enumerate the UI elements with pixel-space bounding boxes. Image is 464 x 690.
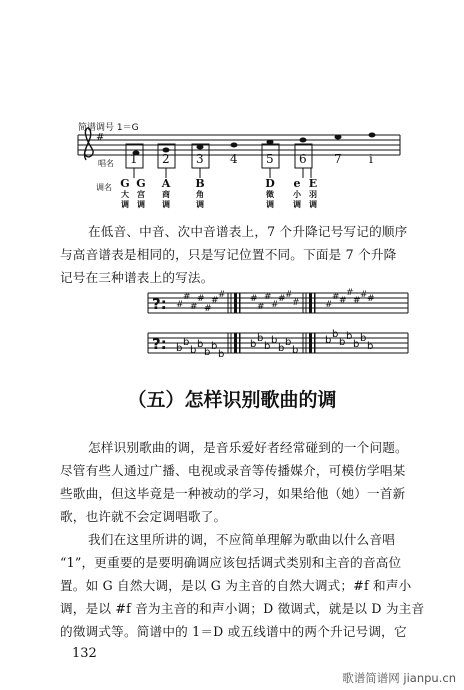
degree-4: 4: [230, 152, 238, 166]
key-name-a-shang: A 商 调: [161, 177, 171, 209]
key-name-e-minor: e 小 调: [293, 177, 301, 209]
svg-text:b: b: [360, 333, 367, 344]
paragraph-3-line-3: 置。如 G 自然大调，是以 G 为主音的自然大调式；#f 和声小: [60, 578, 412, 593]
paragraph-1-line-2: 与高音谱表是相同的，只是写记位置不同。下面是 7 个升降: [60, 247, 397, 262]
paragraph-3-line-5: 的徵调式等。简谱中的 1＝D 或五线谱中的两个升记号调，它: [60, 624, 407, 639]
paragraph-3-line-2: “1”，更重要的是要明确调应该包括调式类别和主音的音高位: [60, 555, 402, 570]
paragraph-1: [88, 220, 448, 243]
svg-text:b: b: [218, 349, 225, 360]
svg-text:b: b: [325, 335, 332, 346]
degree-1: 1: [130, 152, 138, 166]
svg-text:b: b: [278, 343, 285, 354]
key-name-b-jue: B 角 调: [195, 177, 205, 209]
paragraph-2-line-2: 尽管有些人通过广播、电视或录音等传播媒介，可模仿学唱某: [60, 463, 406, 478]
svg-text:#: #: [292, 298, 300, 308]
svg-text:#: #: [278, 294, 286, 304]
degree-8: i: [369, 152, 373, 166]
svg-text:#: #: [218, 290, 226, 300]
svg-text:#: #: [264, 292, 272, 302]
svg-text:#: #: [211, 296, 219, 306]
svg-text:b: b: [271, 335, 278, 346]
svg-text:#: #: [346, 288, 354, 298]
svg-text:b: b: [190, 345, 197, 356]
degree-5: 5: [266, 152, 274, 166]
svg-text:#: #: [197, 294, 205, 304]
paragraph-2-first: [88, 436, 448, 459]
svg-text:b: b: [264, 341, 271, 352]
svg-text:b: b: [292, 345, 299, 356]
svg-text:b: b: [197, 339, 204, 350]
svg-text:#: #: [190, 302, 198, 312]
svg-text:#: #: [339, 296, 347, 306]
key-name-row-label: 调名: [96, 183, 112, 192]
key-name-d-zhi: D 徵 调: [265, 177, 275, 209]
paragraph-2-line-1: 怎样识别歌曲的调，是音乐爱好者经常碰到的一个问题。: [88, 440, 408, 455]
key-name-e-yu: E 羽 调: [308, 177, 318, 209]
paragraph-3-first: [88, 528, 448, 551]
key-signature-label: 简谱调号 1＝G: [78, 123, 139, 133]
paragraph-3: [60, 551, 425, 643]
svg-text:b: b: [346, 331, 353, 342]
paragraph-2: [60, 459, 420, 528]
watermark: 歌谱简谱网 jianpu.cn: [342, 671, 456, 685]
svg-text:b: b: [353, 339, 360, 350]
svg-text:#: #: [360, 290, 368, 300]
degree-2: 2: [162, 152, 170, 166]
key-signatures-figure: [0, 285, 464, 380]
scale-staff-figure: [0, 0, 464, 230]
svg-text:#: #: [176, 300, 184, 310]
svg-text:b: b: [176, 343, 183, 354]
svg-text:#: #: [183, 292, 191, 302]
svg-text:#: #: [271, 300, 279, 310]
svg-text:b: b: [204, 347, 211, 358]
svg-text:?:: ?:: [152, 295, 167, 313]
svg-text:#: #: [325, 300, 333, 310]
svg-text:#: #: [250, 294, 258, 304]
svg-text:b: b: [257, 333, 264, 344]
solfege-row-label: 唱名: [98, 159, 114, 168]
svg-text:b: b: [250, 339, 257, 350]
key-name-g-major: G 大 调: [120, 177, 130, 209]
svg-text:#: #: [353, 296, 361, 306]
svg-text:b: b: [285, 337, 292, 348]
svg-text:b: b: [211, 341, 218, 352]
svg-text:#: #: [285, 290, 293, 300]
section-heading: （五）怎样识别歌曲的调: [127, 389, 337, 411]
paragraph-2-line-3: 些歌曲，但这毕竟是一种被动的学习，如果给他（她）一首新: [60, 486, 406, 501]
svg-text:?:: ?:: [152, 335, 167, 353]
degree-7: 7: [334, 152, 342, 166]
svg-text:#: #: [332, 292, 340, 302]
page-number: 132: [72, 646, 97, 661]
svg-text:#: #: [257, 302, 265, 312]
paragraph-2-line-4: 歌，也许就不会定调唱歌了。: [60, 509, 227, 524]
svg-text:b: b: [367, 341, 374, 352]
svg-text:b: b: [332, 329, 339, 340]
svg-text:#: #: [367, 294, 375, 304]
svg-text:b: b: [339, 337, 346, 348]
key-name-g-gong: G 宫 调: [136, 177, 146, 209]
degree-6: 6: [299, 152, 307, 166]
svg-text:b: b: [183, 337, 190, 348]
svg-text:#: #: [204, 304, 212, 314]
paragraph-3-line-1: 我们在这里所讲的调，不应简单理解为歌曲以什么音唱: [88, 532, 396, 547]
paragraph-1-line-3: 记号在三种谱表上的写法。: [60, 270, 214, 285]
degree-3: 3: [196, 152, 204, 166]
paragraph-3-line-4: 调，是以 #f 音为主音的和声小调；D 徵调式，就是以 D 为主音: [60, 601, 425, 616]
paragraph-1-line-1: 在低音、中音、次中音谱表上，7 个升降记号写记的顺序: [88, 224, 408, 239]
svg-text:#: #: [96, 132, 105, 143]
paragraph-1-cont: [60, 243, 420, 289]
